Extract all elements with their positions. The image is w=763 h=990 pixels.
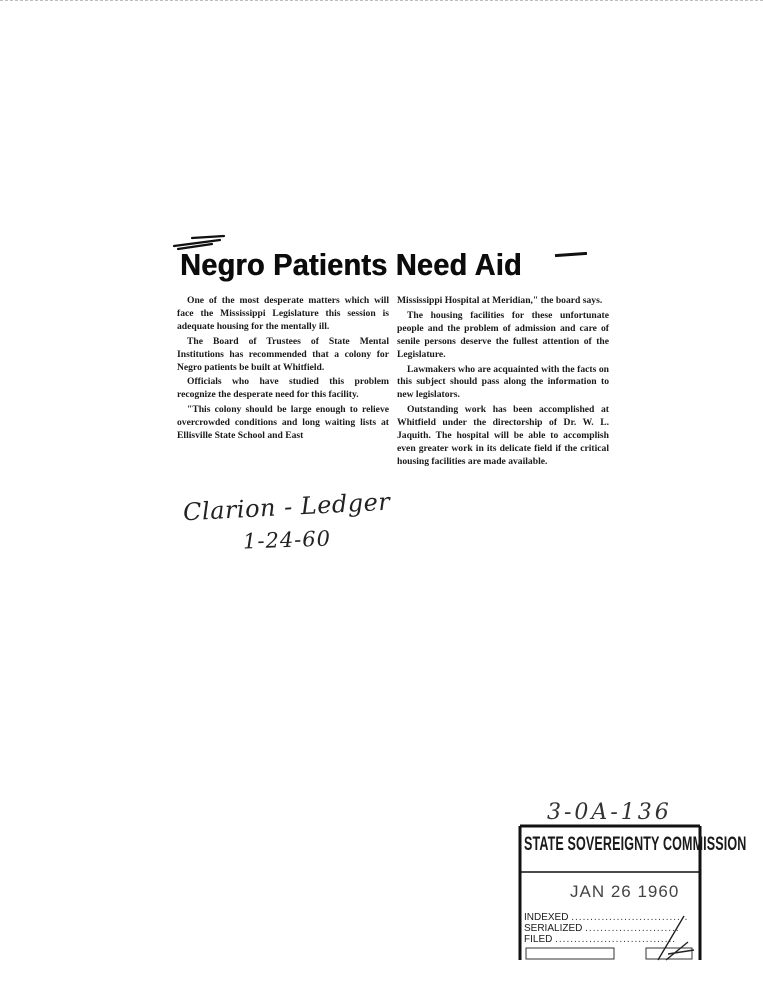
headline: Negro Patients Need Aid [180,247,522,282]
article-column-left [177,295,389,445]
stamp-field-indexed: INDEXED [524,912,569,923]
article-column-right [397,295,609,471]
paragraph: Lawmakers who are acquainted with the facts on this subject should pass along the information to new legislators. [397,363,609,401]
paragraph: One of the most desperate matters which will face the Mississippi Legislature this session is adequate housing for the mentally ill. [177,295,389,332]
stamp-field-serialized: SERIALIZED [524,923,583,934]
headline-pen-stroke [555,252,587,257]
stamp-date: JAN 26 1960 [570,882,680,901]
commission-stamp [518,824,747,962]
page-top-edge [0,0,763,1]
paragraph: The Board of Trustees of State Mental Institutions has recommended that a colony for Negro patients be built at Whitfield. [177,335,389,373]
handwritten-date: 1-24-60 [242,526,332,554]
paragraph: "This colony should be large enough to relieve overcrowded conditions and long waiting lists at Ellisville State School and East [177,404,389,442]
handwritten-source: Clarion - Ledger [182,487,391,527]
stamp-fields: INDEXED ............................... SERIALIZED ......................... FILED ................................ [524,912,689,945]
handwritten-file-number: 3-0A-136 [547,800,672,825]
stamp-field-filed: FILED [524,934,553,945]
stamp-title: STATE SOVEREIGNTY COMMISSION [524,834,747,855]
paragraph: Mississippi Hospital at Meridian," the board says. [397,295,603,306]
paragraph: Officials who have studied this problem recognize the desperate need for this facility. [177,376,389,401]
paragraph: The housing facilities for these unfortunate people and the problem of admission and care of senile persons deserve the fullest attention of the Legislature. [397,309,609,360]
paragraph: Outstanding work has been accomplished at Whitfield under the directorship of Dr. W. L. Jaquith. The hospital will be able to accomplish even greater work in its delicate field if the critical housing facilities are made available. [397,404,609,467]
